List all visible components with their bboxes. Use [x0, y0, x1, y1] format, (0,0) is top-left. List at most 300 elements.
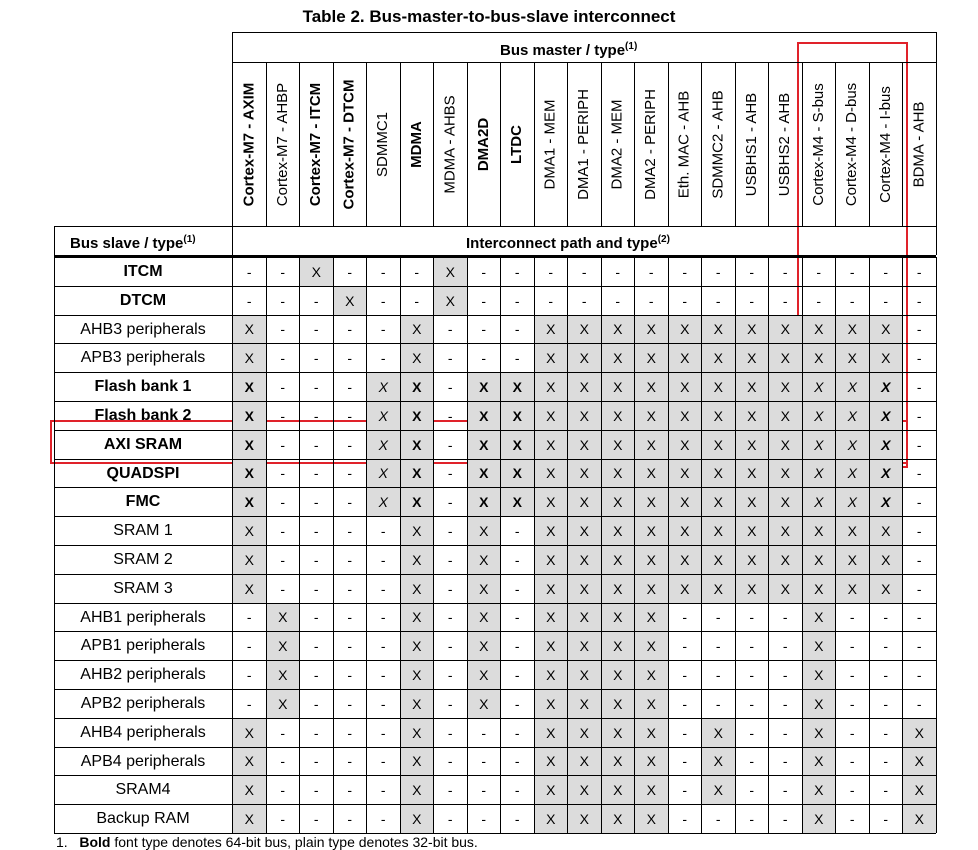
table-cell: - [246, 609, 252, 626]
table-cell: - [447, 580, 453, 597]
table-cell: - [715, 667, 721, 684]
table-cell: X [803, 460, 836, 488]
table-cell: - [280, 580, 286, 597]
table-cell: - [682, 811, 688, 828]
table-cell: X [736, 402, 769, 430]
table-cell: X [836, 402, 869, 430]
table-cell: - [380, 292, 386, 309]
table-cell: X [635, 690, 668, 718]
table-cell: X [702, 344, 735, 372]
table-cell: X [669, 488, 702, 516]
table-cell: X [669, 431, 702, 459]
table-cell: - [380, 609, 386, 626]
table-cell: - [280, 551, 286, 568]
table-cell: - [514, 551, 520, 568]
table-cell: X [803, 488, 836, 516]
table-cell: X [803, 748, 836, 776]
table-cell: - [347, 667, 353, 684]
table-cell: - [414, 263, 420, 280]
table-cell: - [916, 350, 922, 367]
table-cell: - [313, 436, 319, 453]
column-header-label: MDMA - AHBS [441, 94, 459, 194]
column-header-7 [433, 62, 467, 226]
table-cell: X [468, 604, 501, 632]
table-cell: X [535, 316, 568, 344]
row-label: AHB4 peripherals [80, 723, 206, 741]
table-cell: - [313, 667, 319, 684]
table-cell: X [769, 431, 802, 459]
table-cell: X [535, 776, 568, 804]
table-cell: - [682, 667, 688, 684]
table-cell: X [602, 632, 635, 660]
column-header-3 [299, 62, 333, 226]
table-cell: X [233, 431, 266, 459]
table-cell: X [535, 546, 568, 574]
table-cell: X [602, 546, 635, 574]
table-cell: - [782, 811, 788, 828]
table-cell: X [736, 575, 769, 603]
table-cell: X [903, 719, 936, 747]
row-label: SRAM 1 [113, 522, 173, 540]
table-cell: - [280, 465, 286, 482]
table-cell: X [501, 402, 534, 430]
table-cell: - [313, 379, 319, 396]
table-cell: X [602, 805, 635, 833]
table-cell: - [916, 638, 922, 655]
table-cell: X [803, 575, 836, 603]
table-cell: X [367, 460, 400, 488]
table-cell: X [602, 604, 635, 632]
table-cell: X [669, 402, 702, 430]
table-cell: X [669, 460, 702, 488]
table-cell: X [903, 748, 936, 776]
table-cell: X [602, 661, 635, 689]
table-cell: X [401, 661, 434, 689]
row-label: AHB2 peripherals [80, 666, 206, 684]
table-cell: - [347, 724, 353, 741]
table-cell: - [313, 321, 319, 338]
table-cell: - [347, 580, 353, 597]
table-cell: - [849, 811, 855, 828]
table-cell: X [702, 748, 735, 776]
column-divider [500, 257, 501, 833]
column-divider [701, 257, 702, 833]
table-cell: X [836, 488, 869, 516]
table-cell: - [280, 753, 286, 770]
table-cell: X [702, 316, 735, 344]
table-cell: - [916, 407, 922, 424]
table-cell: X [602, 344, 635, 372]
table-cell: X [367, 373, 400, 401]
table-cell: - [380, 263, 386, 280]
table-cell: - [447, 695, 453, 712]
table-cell: - [849, 753, 855, 770]
table-cell: X [568, 661, 601, 689]
table-cell: X [568, 575, 601, 603]
row-label: SRAM4 [115, 781, 171, 799]
table-cell: - [782, 695, 788, 712]
column-header-8 [467, 62, 501, 226]
table-cell: X [635, 748, 668, 776]
table-cell: X [836, 373, 869, 401]
table-cell: - [481, 292, 487, 309]
table-cell: - [447, 609, 453, 626]
column-header-10 [534, 62, 568, 226]
table-cell: - [347, 350, 353, 367]
row-label: APB3 peripherals [80, 349, 206, 367]
table-cell: - [682, 695, 688, 712]
table-cell: X [468, 402, 501, 430]
table-cell: X [736, 373, 769, 401]
table-cell: - [380, 551, 386, 568]
column-divider [802, 257, 803, 833]
table-cell: - [916, 379, 922, 396]
table-cell: X [836, 316, 869, 344]
table-cell: X [870, 546, 903, 574]
table-cell: X [233, 373, 266, 401]
table-cell: X [501, 488, 534, 516]
table-cell: - [916, 580, 922, 597]
table-cell: X [367, 402, 400, 430]
table-cell: - [380, 695, 386, 712]
table-cell: X [568, 344, 601, 372]
table-cell: X [434, 258, 467, 286]
table-cell: X [669, 517, 702, 545]
table-cell: - [916, 292, 922, 309]
column-header-label: LTDC [508, 124, 526, 164]
column-divider [936, 257, 937, 833]
column-header-label: DMA2 - PERIPH [642, 88, 660, 200]
column-divider [333, 257, 334, 833]
table-cell: X [635, 632, 668, 660]
column-header-14 [668, 62, 702, 226]
table-cell: X [803, 604, 836, 632]
table-cell: - [782, 753, 788, 770]
table-cell: - [347, 379, 353, 396]
table-cell: X [568, 776, 601, 804]
table-cell: X [233, 488, 266, 516]
table-cell: X [401, 402, 434, 430]
column-header-17 [768, 62, 802, 226]
table-cell: - [615, 263, 621, 280]
table-cell: - [682, 782, 688, 799]
table-cell: X [769, 402, 802, 430]
table-cell: - [313, 638, 319, 655]
table-cell: - [313, 811, 319, 828]
row-label: Backup RAM [96, 810, 190, 828]
table-cell: - [682, 263, 688, 280]
row-label: ITCM [123, 263, 163, 280]
table-cell: X [267, 632, 300, 660]
table-cell: - [548, 292, 554, 309]
table-cell: X [836, 575, 869, 603]
table-cell: X [870, 373, 903, 401]
table-cell: X [535, 604, 568, 632]
table-cell: - [782, 263, 788, 280]
column-header-19 [835, 62, 869, 226]
table-cell: X [535, 344, 568, 372]
table-cell: X [635, 546, 668, 574]
column-header-4 [333, 62, 367, 226]
table-cell: X [367, 431, 400, 459]
table-cell: - [447, 724, 453, 741]
table-cell: X [233, 546, 266, 574]
column-header-9 [500, 62, 534, 226]
table-cell: X [401, 431, 434, 459]
table-cell: - [883, 695, 889, 712]
table-cell: - [581, 292, 587, 309]
table-cell: X [903, 776, 936, 804]
table-cell: X [468, 488, 501, 516]
table-cell: X [233, 805, 266, 833]
column-divider [835, 257, 836, 833]
table-cell: X [702, 402, 735, 430]
table-cell: - [280, 292, 286, 309]
table-cell: - [849, 609, 855, 626]
column-divider [467, 257, 468, 833]
table-cell: X [769, 575, 802, 603]
row-label: DTCM [119, 291, 167, 309]
row-label: SRAM 3 [113, 579, 173, 597]
table-cell: X [736, 488, 769, 516]
table-cell: - [380, 580, 386, 597]
table-cell: X [568, 488, 601, 516]
table-cell: - [280, 379, 286, 396]
table-cell: X [669, 546, 702, 574]
table-cell: - [380, 667, 386, 684]
row-label: FMC [125, 493, 161, 511]
table-cell: - [916, 695, 922, 712]
table-cell: X [535, 690, 568, 718]
table-cell: X [702, 488, 735, 516]
table-cell: - [347, 263, 353, 280]
column-divider [366, 257, 367, 833]
table-cell: - [347, 782, 353, 799]
table-cell: X [602, 460, 635, 488]
table-cell: - [916, 436, 922, 453]
table-cell: - [916, 321, 922, 338]
table-cell: - [347, 638, 353, 655]
column-header-label: Eth. MAC - AHB [675, 90, 693, 198]
table-cell: - [380, 321, 386, 338]
column-header-2 [266, 62, 300, 226]
column-header-label: MDMA [407, 120, 425, 168]
table-cell: X [736, 460, 769, 488]
table-cell: - [414, 292, 420, 309]
table-cell: - [782, 292, 788, 309]
table-cell: - [313, 580, 319, 597]
row-divider [54, 833, 936, 834]
table-cell: - [883, 667, 889, 684]
table-cell: X [702, 575, 735, 603]
table-cell: - [447, 523, 453, 540]
column-header-16 [735, 62, 769, 226]
table-cell: X [535, 402, 568, 430]
table-cell: X [602, 690, 635, 718]
table-cell: - [782, 609, 788, 626]
table-cell: - [280, 724, 286, 741]
table-cell: - [447, 379, 453, 396]
column-divider [400, 257, 401, 833]
table-cell: X [367, 488, 400, 516]
table-cell: - [447, 407, 453, 424]
table-cell: X [501, 373, 534, 401]
table-cell: X [468, 661, 501, 689]
column-divider [534, 257, 535, 833]
table-cell: X [602, 488, 635, 516]
table-title: Table 2. Bus-master-to-bus-slave interconnect [302, 7, 676, 26]
table-cell: - [447, 667, 453, 684]
table-cell: X [602, 748, 635, 776]
row-label: AHB1 peripherals [80, 608, 206, 626]
table-cell: - [280, 436, 286, 453]
column-divider [266, 257, 267, 833]
table-cell: - [883, 609, 889, 626]
table-cell: - [782, 638, 788, 655]
table-cell: X [669, 316, 702, 344]
table-cell: X [401, 316, 434, 344]
table-cell: - [313, 494, 319, 511]
column-header-label: DMA1 - MEM [541, 99, 559, 189]
table-cell: X [401, 517, 434, 545]
table-cell: X [401, 460, 434, 488]
table-cell: X [401, 776, 434, 804]
table-cell: - [447, 638, 453, 655]
table-cell: X [535, 517, 568, 545]
table-cell: - [481, 753, 487, 770]
table-cell: X [870, 316, 903, 344]
column-header-label: Cortex-M7 - AXIM [240, 82, 258, 206]
table-cell: X [769, 460, 802, 488]
table-cell: - [347, 494, 353, 511]
table-cell: X [803, 690, 836, 718]
row-label: APB4 peripherals [80, 752, 206, 770]
table-cell: - [883, 638, 889, 655]
column-header-label: Cortex-M7 - AHBP [273, 82, 291, 206]
table-cell: - [380, 753, 386, 770]
table-cell: - [481, 811, 487, 828]
table-cell: X [635, 776, 668, 804]
table-cell: X [568, 719, 601, 747]
table-cell: - [749, 811, 755, 828]
column-header-1 [232, 62, 266, 226]
table-cell: - [749, 724, 755, 741]
table-cell: X [803, 431, 836, 459]
table-cell: X [401, 748, 434, 776]
table-cell: X [803, 344, 836, 372]
table-cell: X [233, 776, 266, 804]
table-cell: X [635, 344, 668, 372]
column-header-label: Cortex-M4 - S-bus [809, 82, 827, 206]
table-cell: - [481, 263, 487, 280]
table-cell: X [401, 488, 434, 516]
table-cell: - [916, 263, 922, 280]
column-header-label: USBHS2 - AHB [776, 92, 794, 196]
column-header-label: BDMA - AHB [910, 101, 928, 187]
table-cell: - [648, 263, 654, 280]
table-cell: X [233, 575, 266, 603]
table-cell: - [749, 638, 755, 655]
table-cell: X [535, 719, 568, 747]
table-cell: X [635, 517, 668, 545]
column-header-13 [634, 62, 668, 226]
table-cell: X [233, 344, 266, 372]
table-cell: - [548, 263, 554, 280]
table-cell: - [849, 695, 855, 712]
table-cell: X [535, 805, 568, 833]
table-cell: - [280, 523, 286, 540]
table-cell: - [313, 782, 319, 799]
table-cell: X [669, 373, 702, 401]
table-cell: - [447, 350, 453, 367]
table-cell: - [246, 695, 252, 712]
table-cell: - [849, 638, 855, 655]
table-cell: X [401, 546, 434, 574]
row-label: AHB3 peripherals [80, 320, 206, 338]
table-cell: X [535, 748, 568, 776]
table-cell: X [233, 460, 266, 488]
table-cell: - [280, 811, 286, 828]
table-cell: - [481, 782, 487, 799]
table-cell: - [514, 523, 520, 540]
table-cell: X [803, 546, 836, 574]
table-cell: - [447, 551, 453, 568]
table-cell: X [468, 632, 501, 660]
column-divider [567, 257, 568, 833]
table-cell: - [447, 436, 453, 453]
column-header-label: USBHS1 - AHB [742, 92, 760, 196]
table-cell: X [602, 431, 635, 459]
table-cell: X [468, 373, 501, 401]
table-cell: - [816, 263, 822, 280]
table-cell: - [514, 321, 520, 338]
table-cell: X [568, 546, 601, 574]
table-cell: X [535, 661, 568, 689]
table-cell: - [313, 609, 319, 626]
table-cell: X [803, 316, 836, 344]
column-header-label: Cortex-M4 - I-bus [876, 85, 894, 203]
column-header-bottom [54, 226, 936, 227]
table-cell: - [313, 465, 319, 482]
column-header-5 [366, 62, 400, 226]
table-cell: - [883, 263, 889, 280]
table-right-border [936, 226, 937, 255]
table-cell: X [903, 805, 936, 833]
table-cell: X [602, 517, 635, 545]
table-cell: - [849, 292, 855, 309]
table-cell: X [870, 460, 903, 488]
table-cell: - [514, 782, 520, 799]
table-cell: - [782, 667, 788, 684]
table-cell: - [581, 263, 587, 280]
table-cell: - [682, 724, 688, 741]
table-cell: X [468, 575, 501, 603]
table-cell: - [514, 580, 520, 597]
table-cell: X [803, 805, 836, 833]
table-cell: X [434, 287, 467, 315]
table-cell: - [749, 667, 755, 684]
table-cell: - [849, 263, 855, 280]
table-cell: X [635, 316, 668, 344]
table-cell: - [749, 695, 755, 712]
table-cell: - [280, 263, 286, 280]
column-header-label: DMA1 - PERIPH [575, 88, 593, 200]
table-cell: - [514, 350, 520, 367]
table-cell: - [514, 724, 520, 741]
table-cell: - [380, 523, 386, 540]
column-divider [668, 257, 669, 833]
table-cell: - [347, 609, 353, 626]
